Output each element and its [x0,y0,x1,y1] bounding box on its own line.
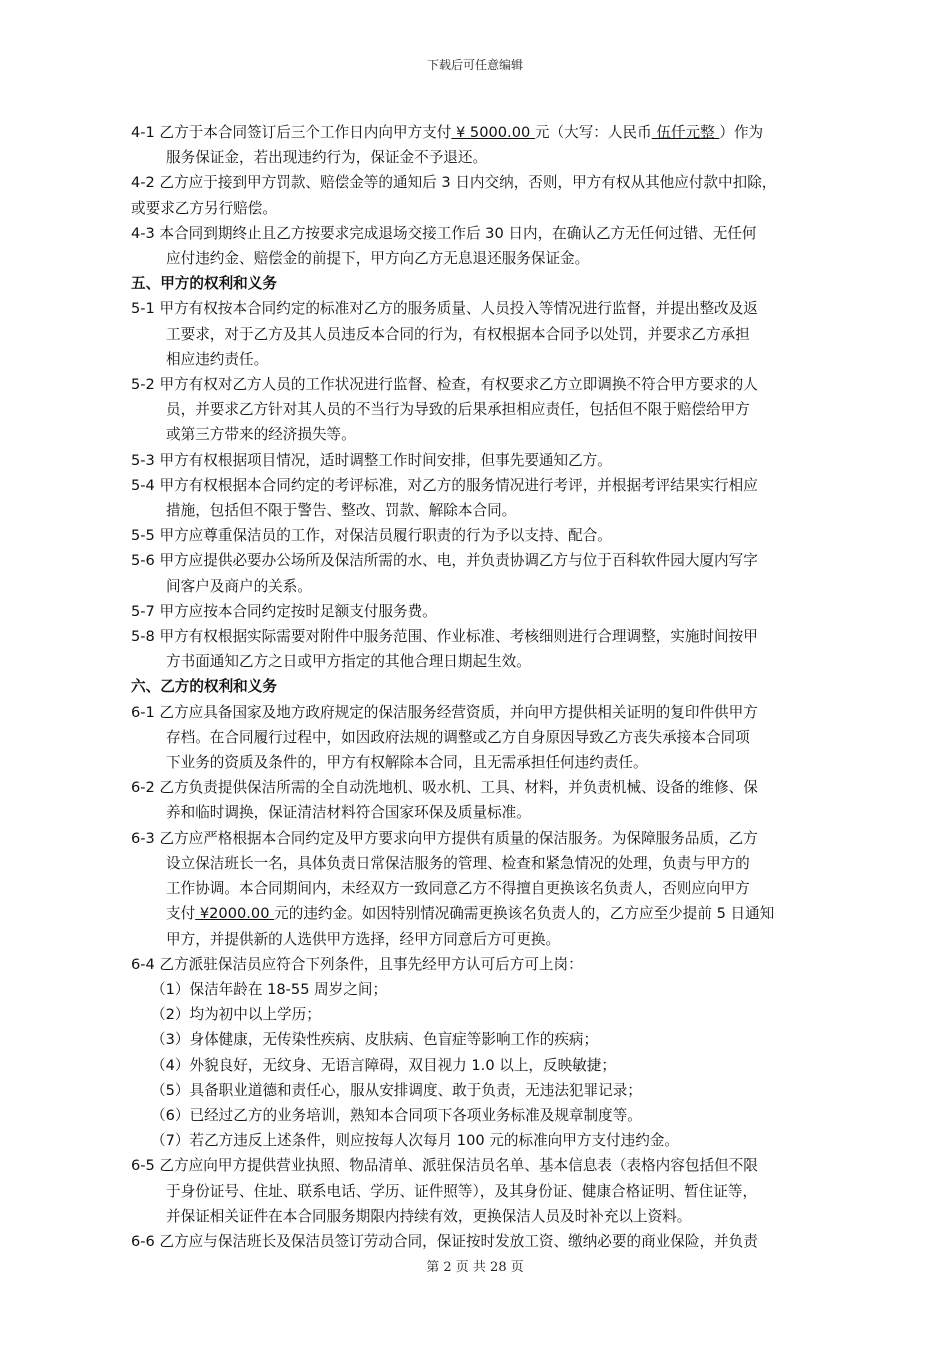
text-line: 5-7 甲方应按本合同约定按时足额支付服务费。 [131,602,437,620]
text-line: （7）若乙方违反上述条件，则应按每人次每月 100 元的标准向甲方支付违约金。 [151,1132,680,1150]
page-header: 下载后可任意编辑 [426,58,523,72]
text-span: ）作为 [719,124,764,141]
text-line: 5-8 甲方有权根据实际需要对附件中服务范围、作业标准、考核细则进行合理调整，实施时间按甲 [131,628,758,646]
text-line: 或第三方带来的经济损失等。 [166,426,356,444]
text-line: 工要求，对于乙方及其人员违反本合同的行为，有权根据本合同予以处罚，并要求乙方承担 [166,325,750,343]
text-line: 5-6 甲方应提供必要办公场所及保洁所需的水、电，并负责协调乙方与位于百科软件园大厦内写字 [131,552,758,570]
text-line: 设立保洁班长一名，具体负责日常保洁服务的管理、检查和紧急情况的处理，负责与甲方的 [166,854,750,872]
text-line: 5-5 甲方应尊重保洁员的工作，对保洁员履行职责的行为予以支持、配合。 [131,527,612,545]
text-line: 于身份证号、住址、联系电话、学历、证件照等），及其身份证、健康合格证明、暂住证等， [166,1182,758,1200]
text-line: 6-6 乙方应与保洁班长及保洁员签订劳动合同，保证按时发放工资、缴纳必要的商业保险，并负责 [131,1232,758,1250]
text-span: 4-1 乙方于本合同签订后三个工作日内向甲方支付 [131,124,452,141]
text-span: 支付 [166,905,196,923]
underlined-amount: ¥ 5000.00 [451,124,535,141]
text-line: 6-3 乙方应严格根据本合同约定及甲方要求向甲方提供有质量的保洁服务。为保障服务品质，乙方 [131,829,758,847]
text-line: （2）均为初中以上学历； [151,1006,321,1024]
text-line: 6-4 乙方派驻保洁员应符合下列条件，且事先经甲方认可后方可上岗： [131,955,583,973]
underlined-amount: 伍仟元整 [651,124,720,141]
section-heading: 六、乙方的权利和义务 [131,678,277,696]
text-line: 方书面通知乙方之日或甲方指定的其他合理日期起生效。 [166,653,531,671]
text-line: 措施，包括但不限于警告、整改、罚款、解除本合同。 [166,502,517,520]
text-line: 5-1 甲方有权按本合同约定的标准对乙方的服务质量、人员投入等情况进行监督，并提出整改及返 [131,300,758,318]
text-line: （1）保洁年龄在 18-55 周岁之间； [151,980,388,998]
text-line: 4-3 本合同到期终止且乙方按要求完成退场交接工作后 30 日内，在确认乙方无任何过错、无任何 [131,224,757,242]
text-line [131,901,853,926]
text-line: 甲方，并提供新的人选供甲方选择，经甲方同意后方可更换。 [166,930,561,948]
text-line: 工作协调。本合同期间内，未经双方一致同意乙方不得擅自更换该名负责人，否则应向甲方 [166,880,750,898]
text-line: 6-1 乙方应具备国家及地方政府规定的保洁服务经营资质，并向甲方提供相关证明的复印件供甲方 [131,703,758,721]
text-line: 5-2 甲方有权对乙方人员的工作状况进行监督、检查，有权要求乙方立即调换不符合甲方要求的人 [131,376,758,394]
text-line: 下业务的资质及条件的，甲方有权解除本合同，且无需承担任何违约责任。 [166,754,648,772]
text-line: 5-4 甲方有权根据本合同约定的考评标准，对乙方的服务情况进行考评，并根据考评结果实行相应 [131,476,758,494]
text-line: 服务保证金，若出现违约行为，保证金不予退还。 [166,149,488,167]
text-line: 应付违约金、赔偿金的前提下，甲方向乙方无息退还服务保证金。 [166,250,590,268]
text-line: 并保证相关证件在本合同服务期限内持续有效，更换保洁人员及时补充以上资料。 [166,1207,692,1225]
text-line: 6-5 乙方应向甲方提供营业执照、物品清单、派驻保洁员名单、基本信息表（表格内容包括但不限 [131,1157,758,1175]
text-line: 4-2 乙方应于接到甲方罚款、赔偿金等的通知后 3 日内交纳，否则，甲方有权从其他应付款中扣除， [131,174,777,192]
text-line: 相应违约责任。 [166,350,269,368]
text-line: 间客户及商户的关系。 [166,577,312,595]
document-body [131,120,853,1254]
text-line: 员，并要求乙方针对其人员的不当行为导致的后果承担相应责任，包括但不限于赔偿给甲方 [166,401,750,419]
text-line: 存档。在合同履行过程中，如因政府法规的调整或乙方自身原因导致乙方丧失承接本合同项 [166,728,750,746]
text-line: （6）已经过乙方的业务培训，熟知本合同项下各项业务标准及规章制度等。 [151,1106,642,1124]
section-heading: 五、甲方的权利和义务 [131,275,277,293]
underlined-amount: ¥2000.00 [195,905,275,923]
text-span: 元的违约金。如因特别情况确需更换该名负责人的，乙方应至少提前 5 日通知 [274,905,775,923]
text-line: 养和临时调换，保证清洁材料符合国家环保及质量标准。 [166,804,531,822]
text-line: 或要求乙方另行赔偿。 [131,199,277,217]
text-line: 5-3 甲方有权根据项目情况，适时调整工作时间安排，但事先要通知乙方。 [131,451,612,469]
text-line [131,120,853,145]
text-line: （3）身体健康，无传染性疾病、皮肤病、色盲症等影响工作的疾病； [151,1031,599,1049]
text-line: 6-2 乙方负责提供保洁所需的全自动洗地机、吸水机、工具、材料，并负责机械、设备的维修、保 [131,779,758,797]
page-footer: 第 2 页 共 28 页 [426,1260,524,1275]
text-span: 元（大写：人民币 [534,124,652,141]
text-line: （5）具备职业道德和责任心，服从安排调度、敢于负责，无违法犯罪记录； [151,1081,642,1099]
text-line: （4）外貌良好，无纹身、无语言障碍，双目视力 1.0 以上，反映敏捷； [151,1056,616,1074]
